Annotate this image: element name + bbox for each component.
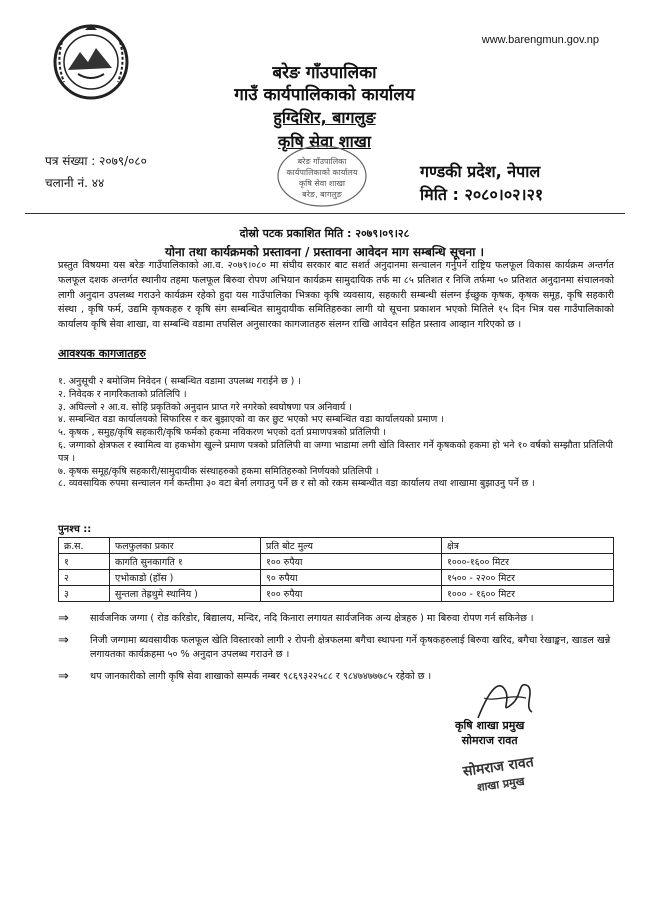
municipality-name: बरेङ गाँउपालिका xyxy=(272,63,377,83)
website-link[interactable]: www.barengmun.gov.np xyxy=(481,34,599,46)
list-item: ५. कृषक , समुह/कृषि सहकारी/कृषि फर्मको हकमा नविकरण भएको दर्ता प्रमाणपत्रको प्रतिलिपी । xyxy=(58,427,386,439)
table-cell: ३ xyxy=(59,586,110,602)
postscript-heading: पुनश्च :: xyxy=(58,524,92,535)
table-row xyxy=(59,586,614,602)
body-paragraph: प्रस्तुत विषयमा यस बरेङ गाउँपालिकाको आ.व. २०७९।०८० मा संघीय सरकार बाट सशर्त अनुदानमा सन्चालन गर्नुपर्ने राष्ट्रिय फलफूल विकास कार्यक्रम अन्तर्गत फलफूल दशक अन्तर्गत स्थानीय तहमा फलफूल बिरुवा रोपण अभियान कार्यक्रम सामुदायिक तर्फ मा ८५ प्रतिशत र निजि तर्फमा ५० प्रतिशत अनुदानमा संचालनको लागी अनुदान उपलब्ध गराउने कार्यक्रम रहेको हुदा यस गाउँपालिका भित्रका कृषि व्यवसाय, सहकारी सम्बन्धी संलग्न ईच्छुक कृषक, कृषक समूह, कृषि सहकारी संस्था , कृषि फर्म, उद्यमि कृषकहरु र कृषि संग सम्बन्धित सामुदायीक समितिहरुका लागी यो सूचना प्रकाशन भएको मितिले १५ दिन भित्र यस गाउँपालिकाको कार्यालय कृषि सेवा शाखा, वा सम्बन्धि वडामा तपसिल अनुसारका कागजातहरु संलग्न राखि आवेदन सहित प्रस्ताव आव्हान गरिएको छ । xyxy=(58,260,614,331)
name-stamp xyxy=(448,751,553,807)
note-item xyxy=(58,634,618,663)
signatory-block xyxy=(455,718,524,748)
list-item: २. निवेदक र नागरिकताको प्रतिलिपि । xyxy=(58,388,187,400)
documents-list xyxy=(58,376,614,491)
svg-text:कार्यपालिकाको कार्यालय: कार्यपालिकाको कार्यालय xyxy=(286,168,358,177)
column-header: क्र.स. xyxy=(59,538,110,554)
table-cell: १००० - १६०० मिटर xyxy=(442,586,614,602)
fruit-price-table xyxy=(58,537,614,602)
table-row xyxy=(59,554,614,570)
document-date: मिति : २०८०।०२।२१ xyxy=(420,185,544,204)
list-item: ८. व्यवसायिक रुपमा सन्चालन गर्न कम्तीमा ३० वटा बेर्ना लगाउनु पर्ने छ र सो को रकम सम्बन्धीत वडा कार्यालय तथा शाखामा बुझाउनु पर्ने छ । xyxy=(58,478,535,490)
list-item: ३. अघिल्लो २ आ.व. सोहि प्रकृतिको अनुदान प्राप्त गरे नगरेको स्वघोषणा पत्र अनिवार्य । xyxy=(58,401,352,413)
list-item: ७. कृषक समूह/कृषि सहकारी/सामुदायीक संस्थाहरुको हकमा समितिहरुको निर्णयको प्रतिलिपी । xyxy=(58,465,379,477)
table-cell: १ xyxy=(59,554,110,570)
table-cell: २ xyxy=(59,570,110,586)
list-item: १. अनुसूची २ बमोजिम निवेदन ( सम्बन्धित वडामा उपलब्ध गराईने छ ) । xyxy=(58,376,301,387)
table-cell: १०००-१६०० मिटर xyxy=(442,554,614,570)
arrow-icon: ⇒ xyxy=(58,632,69,648)
svg-text:बरेङ, बागलुङ: बरेङ, बागलुङ xyxy=(302,190,342,199)
office-stamp xyxy=(262,140,382,212)
table-cell: ९० रुपैया xyxy=(261,570,442,586)
svg-text:कृषि सेवा शाखा: कृषि सेवा शाखा xyxy=(299,179,345,188)
note-text: निजी जग्गामा ब्यवसायीक फलफूल खेति विस्तारको लागी २ रोपनी क्षेत्रफलमा बगैचा स्थापना गर्ने कृषकहरुलाई बिरुवा खरिद, बगैचा रेखाङ्कन, खाडल खन्ने लगायतका कार्यक्रहमा ५० % अनुदान उपलब्ध गराउने छ । xyxy=(90,634,611,660)
note-text: थप जानकारीको लागी कृषि सेवा शाखाको सम्पर्क नम्बर ९८६९३२२५८८ र ९८४७४७७७८५ रहेको छ । xyxy=(90,670,432,682)
arrow-icon: ⇒ xyxy=(58,668,69,684)
letter-number: पत्र संख्या : २०७९/०८० xyxy=(45,154,147,168)
dispatch-number: चलानी नं. ४४ xyxy=(45,176,105,190)
province-label: गण्डकी प्रदेश, नेपाल xyxy=(420,162,541,181)
list-item: ४. सम्बन्धित वडा कार्यालयको सिफारिस र कर बुझाएको वा कर छुट भएको भए सम्बन्धित वडा कार्यालयको प्रमाण । xyxy=(58,414,444,426)
table-cell: १५०० - २२०० मिटर xyxy=(442,570,614,586)
table-cell: १०० रुपैया xyxy=(261,586,442,602)
table-cell: १०० रुपैया xyxy=(261,554,442,570)
stamp-title: शाखा प्रमुख xyxy=(476,774,526,795)
column-header: फलफुलका प्रकार xyxy=(110,538,261,554)
table-cell: एभोकाडो (हाँस ) xyxy=(110,570,261,586)
arrow-icon: ⇒ xyxy=(58,611,69,626)
signatory-title: कृषि शाखा प्रमुख xyxy=(455,719,525,732)
svg-text:बरेङ गाँउपालिका: बरेङ गाँउपालिका xyxy=(297,157,347,166)
table-cell: सुन्तला तेह्रथुमे स्थानिय ) xyxy=(110,586,261,602)
stamp-name: सोमराज रावत xyxy=(461,754,535,780)
office-address: हुग्दिशिर, बागलुङ xyxy=(273,108,376,127)
note-text: सार्वजनिक जग्गा ( रोड करिडोर, बिद्यालय, मन्दिर, नदि किनारा लगायत सार्वजनिक अन्य क्षेत्रहरु ) मा बिरुवा रोपण गर्न सकिनेछ । xyxy=(90,613,534,624)
note-item xyxy=(58,612,618,627)
subject-line: योना तथा कार्यक्रमको प्रस्तावना / प्रस्तावना आवेदन माग सम्बन्धि सूचना । xyxy=(164,245,485,259)
table-header-row xyxy=(59,538,614,554)
list-item: ६. जग्गाको क्षेत्रफल र स्वामित्व वा हकभोग खुल्ने प्रमाण पत्रको प्रतिलिपी वा जग्गा भाडामा लगी खेति विस्तार गर्ने कृषकको हकमा हो भने १० वर्षको सम्झौता प्रतिलिपी पत्र । xyxy=(58,439,613,464)
divider xyxy=(25,213,625,214)
published-date: दोस्रो पटक प्रकाशित मिति : २०७९।०९।२८ xyxy=(239,227,410,240)
section-name: कृषि सेवा शाखा xyxy=(278,132,371,151)
documents-heading: आवश्यक कागजातहरु xyxy=(58,347,146,360)
office-name: गाउँ कार्यपालिकाको कार्यालय xyxy=(234,85,415,105)
column-header: प्रति बोट मुल्य xyxy=(261,538,442,554)
signatory-name: सोमराज रावत xyxy=(461,734,518,747)
table-row xyxy=(59,570,614,586)
table-cell: कागति सुनकागति १ xyxy=(110,554,261,570)
column-header: क्षेत्र xyxy=(442,538,614,554)
